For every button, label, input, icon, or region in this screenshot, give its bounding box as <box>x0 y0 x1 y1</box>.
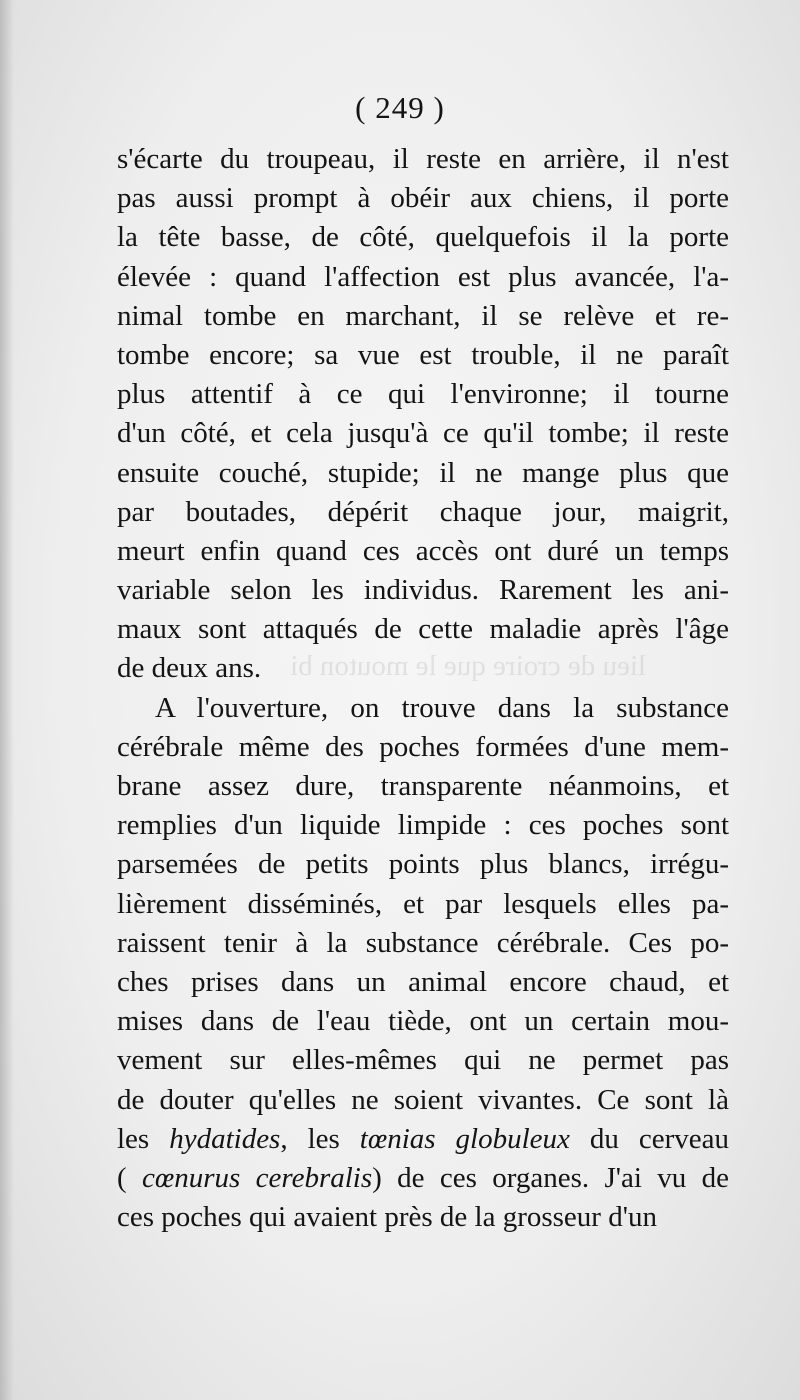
text-line <box>117 454 729 493</box>
text-line <box>117 845 729 884</box>
text-segment: ) de ces organes. J'ai vu de <box>372 1161 729 1194</box>
text-line <box>117 1081 729 1120</box>
body-text <box>117 140 729 1237</box>
text-line <box>117 179 729 218</box>
text-segment: tombe encore; sa vue est trouble, il ne paraît <box>117 338 729 371</box>
text-line <box>117 1041 729 1080</box>
text-line <box>117 336 729 375</box>
text-segment: les <box>117 1122 170 1155</box>
italic-term: cœnurus cerebralis <box>142 1161 373 1194</box>
text-line <box>117 767 729 806</box>
text-line <box>117 532 729 571</box>
text-line <box>117 140 729 179</box>
text-line <box>117 571 729 610</box>
text-line <box>117 375 729 414</box>
text-segment: nimal tombe en marchant, il se relève et re- <box>117 299 729 332</box>
text-line <box>117 493 729 532</box>
text-segment: A l'ouverture, on trouve dans la substance <box>155 691 729 724</box>
text-line <box>117 728 729 767</box>
text-line <box>117 885 729 924</box>
text-segment: lièrement disséminés, et par lesquels elles pa- <box>117 887 729 920</box>
text-segment: meurt enfin quand ces accès ont duré un temps <box>117 534 729 567</box>
binding-shadow <box>0 0 14 1400</box>
text-line <box>117 297 729 336</box>
text-line <box>117 1159 729 1198</box>
text-segment: mises dans de l'eau tiède, ont un certain mou- <box>117 1005 729 1038</box>
text-line <box>117 414 729 453</box>
text-segment: élevée : quand l'affection est plus avancée, l'a- <box>117 260 729 293</box>
text-line <box>117 1002 729 1041</box>
text-segment: ensuite couché, stupide; il ne mange plus que <box>117 456 729 489</box>
text-line <box>117 218 729 257</box>
text-segment: brane assez dure, transparente néanmoins, et <box>117 770 729 802</box>
text-segment: vement sur elles-mêmes qui ne permet pas <box>117 1044 729 1077</box>
text-line <box>117 1198 729 1237</box>
text-line <box>117 258 729 297</box>
text-segment: d'un côté, et cela jusqu'à ce qu'il tombe; il reste <box>117 417 729 450</box>
text-segment: raissent tenir à la substance cérébrale. Ces po- <box>117 926 729 959</box>
text-segment: de deux ans. <box>117 652 262 685</box>
text-line <box>117 689 729 728</box>
text-segment: maux sont attaqués de cette maladie après l'âge <box>117 613 729 646</box>
text-segment: ches prises dans un animal encore chaud, et <box>117 965 729 998</box>
text-segment: du cerveau <box>569 1122 729 1155</box>
text-line <box>117 806 729 845</box>
text-segment: de douter qu'elles ne soient vivantes. Ce sont là <box>117 1083 729 1116</box>
text-segment: par boutades, dépérit chaque jour, maigrit, <box>117 495 729 528</box>
text-segment: parsemées de petits points plus blancs, irrégu- <box>117 848 729 881</box>
text-segment: cérébrale même des poches formées d'une mem- <box>117 730 729 763</box>
page-number: ( 249 ) <box>355 90 445 125</box>
italic-term: tœnias globuleux <box>359 1122 570 1155</box>
text-segment: variable selon les individus. Rarement les ani- <box>117 574 729 607</box>
text-segment: ( <box>117 1161 143 1194</box>
text-line <box>117 963 729 1002</box>
text-line <box>117 1120 729 1159</box>
text-segment: plus attentif à ce qui l'environne; il tourne <box>117 378 729 411</box>
text-segment: pas aussi prompt à obéir aux chiens, il porte <box>117 182 729 215</box>
text-segment: remplies d'un liquide limpide : ces poches sont <box>117 809 729 842</box>
text-line <box>117 649 729 688</box>
text-segment: , les <box>280 1122 360 1155</box>
text-segment: ces poches qui avaient près de la grosseur d'un <box>117 1201 657 1234</box>
text-line <box>117 610 729 649</box>
italic-term: hydatides <box>169 1122 281 1155</box>
bleed-through-text: lieu de croire que le mouton bi <box>290 650 646 682</box>
text-segment: s'écarte du troupeau, il reste en arrière, il n'est <box>117 143 729 175</box>
text-line <box>117 924 729 963</box>
text-segment: la tête basse, de côté, quelquefois il la porte <box>117 221 729 254</box>
